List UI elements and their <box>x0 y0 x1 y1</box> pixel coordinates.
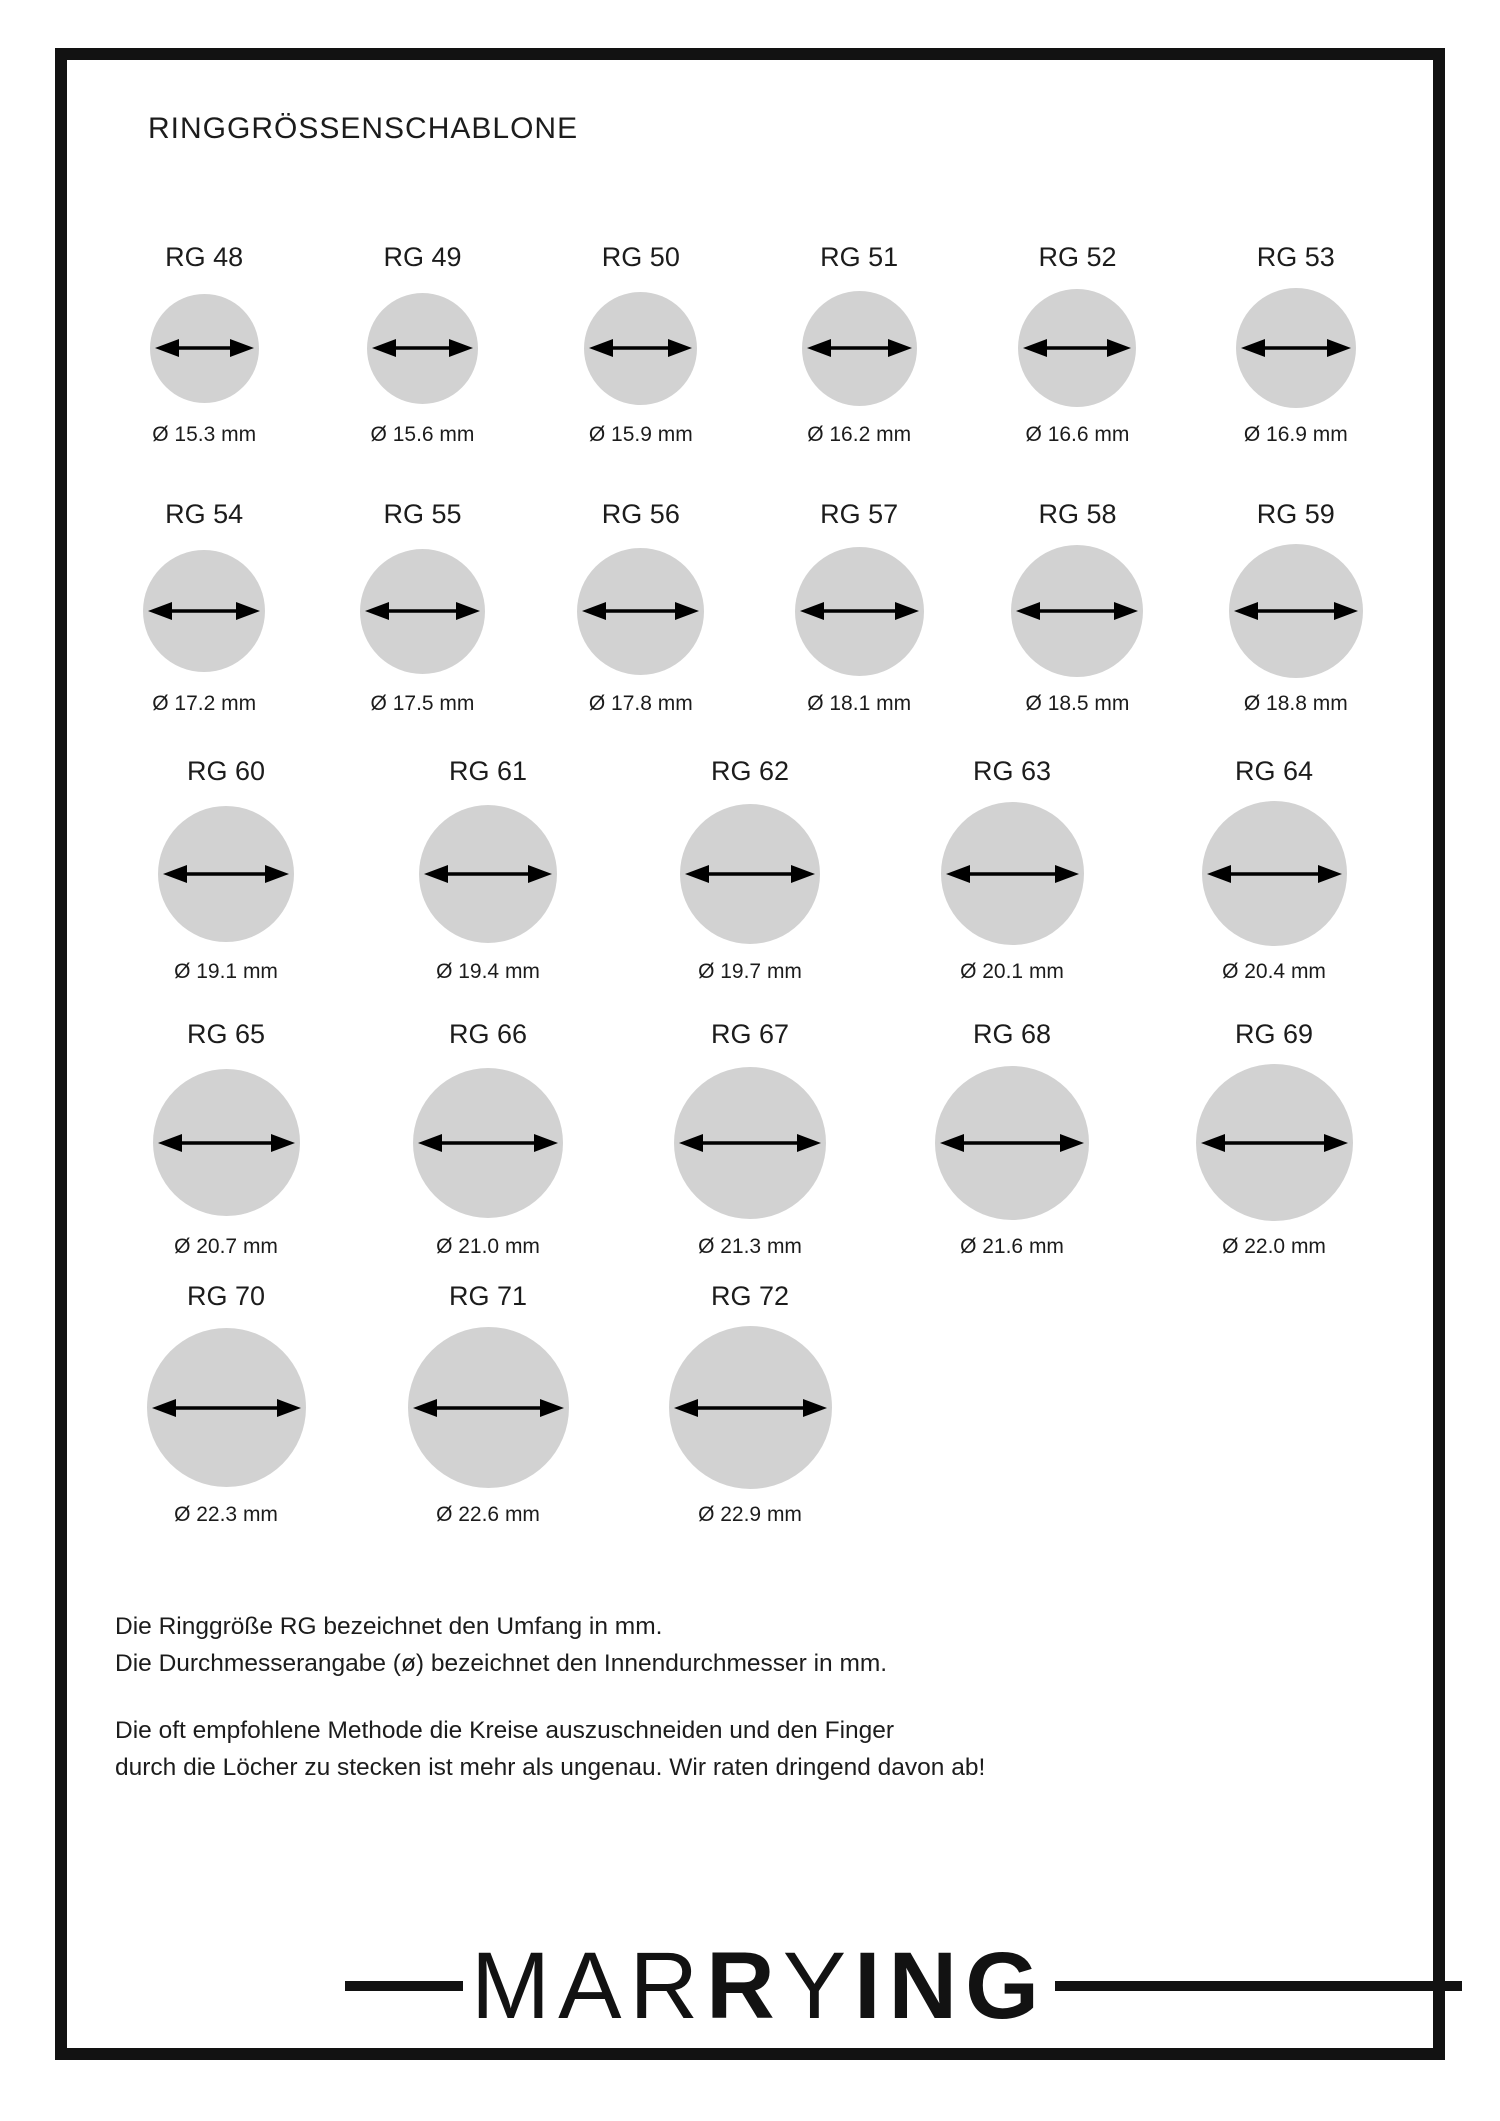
ring-size-label: RG 66 <box>448 1018 528 1049</box>
ring-row <box>95 754 1405 985</box>
ring-circle <box>150 294 259 403</box>
notes-block <box>115 1608 985 1786</box>
ring-size-label: RG 48 <box>165 241 244 272</box>
ring-size-label: RG 54 <box>165 498 244 529</box>
diameter-arrow-icon <box>799 598 920 624</box>
ring-diameter-label: Ø 22.6 mm <box>436 1503 540 1526</box>
ring-size-item <box>619 1017 881 1260</box>
ring-diameter-label: Ø 21.6 mm <box>960 1235 1064 1258</box>
ring-circle <box>360 549 485 674</box>
diameter-arrow-icon <box>1240 335 1352 361</box>
note-line-4: durch die Löcher zu stecken ist mehr als ungenau. Wir raten dringend davon ab! <box>115 1754 986 1781</box>
logo-segment: Y <box>782 1932 855 2039</box>
ring-circle <box>802 291 917 406</box>
diameter-arrow-icon <box>423 861 553 887</box>
ring-size-item <box>619 1279 881 1528</box>
ring-diameter-label: Ø 15.6 mm <box>370 423 475 446</box>
ring-diameter-label: Ø 21.0 mm <box>436 1235 540 1258</box>
ring-diameter-label: Ø 22.9 mm <box>698 1503 802 1526</box>
ring-size-item <box>95 1279 357 1528</box>
ring-size-item <box>313 497 531 717</box>
diameter-arrow-icon <box>678 1130 822 1156</box>
ring-size-item <box>750 497 968 717</box>
diameter-arrow-icon <box>417 1130 559 1156</box>
ring-size-label: RG 72 <box>710 1280 790 1311</box>
ring-circle <box>408 1327 569 1488</box>
ring-row <box>95 1279 1405 1528</box>
logo-segment: ING <box>854 1932 1047 2039</box>
diameter-arrow-icon <box>1015 598 1139 624</box>
page-title: RINGGRÖSSENSCHABLONE <box>148 112 579 145</box>
ring-diameter-label: Ø 20.4 mm <box>1222 960 1326 983</box>
brand-logo <box>345 1932 1462 2039</box>
ring-size-label: RG 60 <box>186 755 266 786</box>
ring-size-item <box>619 754 881 985</box>
ring-size-label: RG 64 <box>1234 755 1314 786</box>
diameter-arrow-icon <box>1022 335 1132 361</box>
ring-circle <box>1236 288 1356 408</box>
logo-rule-right <box>1055 1981 1462 1991</box>
ring-size-item <box>532 240 750 448</box>
note-line-3: Die oft empfohlene Methode die Kreise auszuschneiden und den Finger <box>115 1717 895 1744</box>
ring-size-label: RG 67 <box>710 1018 790 1049</box>
ring-size-label: RG 65 <box>186 1018 266 1049</box>
ring-circle <box>584 292 697 405</box>
diameter-arrow-icon <box>147 598 261 624</box>
ring-size-item <box>357 1017 619 1260</box>
ring-size-item <box>95 1017 357 1260</box>
diameter-arrow-icon <box>945 861 1080 887</box>
ring-circle <box>935 1066 1089 1220</box>
ring-size-item <box>750 240 968 448</box>
ring-diameter-label: Ø 16.2 mm <box>807 423 912 446</box>
diameter-arrow-icon <box>673 1395 828 1421</box>
ring-size-item <box>95 497 313 717</box>
ring-diameter-label: Ø 17.5 mm <box>370 692 475 715</box>
ring-size-item <box>968 497 1186 717</box>
ring-circle <box>1196 1064 1353 1221</box>
logo-segment: R <box>706 1932 783 2039</box>
ring-circle <box>419 805 557 943</box>
ring-size-label: RG 59 <box>1256 498 1335 529</box>
diameter-arrow-icon <box>157 1130 296 1156</box>
logo-rule-left <box>345 1981 463 1991</box>
ring-size-item <box>313 240 531 448</box>
ring-size-label: RG 55 <box>383 498 462 529</box>
diameter-arrow-icon <box>151 1395 302 1421</box>
ring-diameter-label: Ø 17.8 mm <box>588 692 693 715</box>
ring-size-label: RG 49 <box>383 241 462 272</box>
ring-diameter-label: Ø 19.7 mm <box>698 960 802 983</box>
ring-size-item <box>1187 240 1405 448</box>
ring-diameter-label: Ø 20.7 mm <box>174 1235 278 1258</box>
ring-size-item <box>95 240 313 448</box>
ring-size-item <box>95 754 357 985</box>
note-line-1: Die Ringgröße RG bezeichnet den Umfang in mm. <box>115 1613 663 1640</box>
diameter-arrow-icon <box>371 335 474 361</box>
diameter-arrow-icon <box>1200 1130 1349 1156</box>
ring-size-item <box>357 1279 619 1528</box>
ring-diameter-label: Ø 22.3 mm <box>174 1503 278 1526</box>
ring-size-label: RG 50 <box>601 241 680 272</box>
ring-circle <box>577 548 704 675</box>
diameter-arrow-icon <box>154 335 255 361</box>
diameter-arrow-icon <box>588 335 693 361</box>
diameter-arrow-icon <box>581 598 700 624</box>
ring-diameter-label: Ø 19.4 mm <box>436 960 540 983</box>
logo-segment: MAR <box>471 1932 707 2039</box>
diameter-arrow-icon <box>1206 861 1343 887</box>
ring-diameter-label: Ø 21.3 mm <box>698 1235 802 1258</box>
ring-circle <box>1018 289 1136 407</box>
ring-size-label: RG 58 <box>1038 498 1117 529</box>
ring-row <box>95 240 1405 448</box>
ring-size-item <box>1187 497 1405 717</box>
ring-size-label: RG 57 <box>820 498 899 529</box>
ring-diameter-label: Ø 16.6 mm <box>1025 423 1130 446</box>
ring-size-item <box>532 497 750 717</box>
ring-circle <box>669 1326 832 1489</box>
ring-circle <box>158 806 294 942</box>
diameter-arrow-icon <box>684 861 816 887</box>
ring-size-item <box>881 1017 1143 1260</box>
ring-size-label: RG 56 <box>601 498 680 529</box>
diameter-arrow-icon <box>806 335 913 361</box>
ring-size-grid <box>95 240 1405 1528</box>
ring-circle <box>413 1068 563 1218</box>
ring-diameter-label: Ø 18.8 mm <box>1243 692 1348 715</box>
ring-diameter-label: Ø 15.3 mm <box>152 423 257 446</box>
ring-circle <box>1202 801 1347 946</box>
diameter-arrow-icon <box>939 1130 1085 1156</box>
ring-diameter-label: Ø 20.1 mm <box>960 960 1064 983</box>
ring-diameter-label: Ø 16.9 mm <box>1243 423 1348 446</box>
ring-circle <box>680 804 820 944</box>
ring-size-item <box>881 754 1143 985</box>
ring-circle <box>795 547 924 676</box>
ring-size-label: RG 51 <box>820 241 899 272</box>
ring-circle <box>674 1067 826 1219</box>
ring-size-item <box>1143 1017 1405 1260</box>
ring-size-item <box>1143 754 1405 985</box>
ring-size-label: RG 68 <box>972 1018 1052 1049</box>
ring-size-item <box>968 240 1186 448</box>
note-line-2: Die Durchmesserangabe (ø) bezeichnet den Innendurchmesser in mm. <box>115 1650 888 1677</box>
ring-size-label: RG 53 <box>1256 241 1335 272</box>
ring-diameter-label: Ø 19.1 mm <box>174 960 278 983</box>
diameter-arrow-icon <box>1233 598 1359 624</box>
ring-circle <box>367 293 478 404</box>
diameter-arrow-icon <box>364 598 481 624</box>
ring-diameter-label: Ø 17.2 mm <box>152 692 257 715</box>
ring-circle <box>147 1328 306 1487</box>
ring-size-label: RG 62 <box>710 755 790 786</box>
ring-size-label: RG 61 <box>448 755 528 786</box>
ring-row <box>95 1017 1405 1260</box>
ring-size-item <box>357 754 619 985</box>
ring-size-label: RG 52 <box>1038 241 1117 272</box>
ring-circle <box>143 550 265 672</box>
ring-circle <box>153 1069 300 1216</box>
ring-diameter-label: Ø 18.5 mm <box>1025 692 1130 715</box>
ring-row <box>95 497 1405 717</box>
ring-diameter-label: Ø 15.9 mm <box>588 423 693 446</box>
ring-size-label: RG 63 <box>972 755 1052 786</box>
ring-circle <box>941 802 1084 945</box>
ring-circle <box>1011 545 1143 677</box>
ring-diameter-label: Ø 18.1 mm <box>807 692 912 715</box>
diameter-arrow-icon <box>412 1395 565 1421</box>
ring-size-label: RG 70 <box>186 1280 266 1311</box>
ring-circle <box>1229 544 1363 678</box>
brand-logo-text <box>471 1932 1047 2039</box>
ring-size-label: RG 71 <box>448 1280 528 1311</box>
ring-size-label: RG 69 <box>1234 1018 1314 1049</box>
diameter-arrow-icon <box>162 861 290 887</box>
ring-diameter-label: Ø 22.0 mm <box>1222 1235 1326 1258</box>
